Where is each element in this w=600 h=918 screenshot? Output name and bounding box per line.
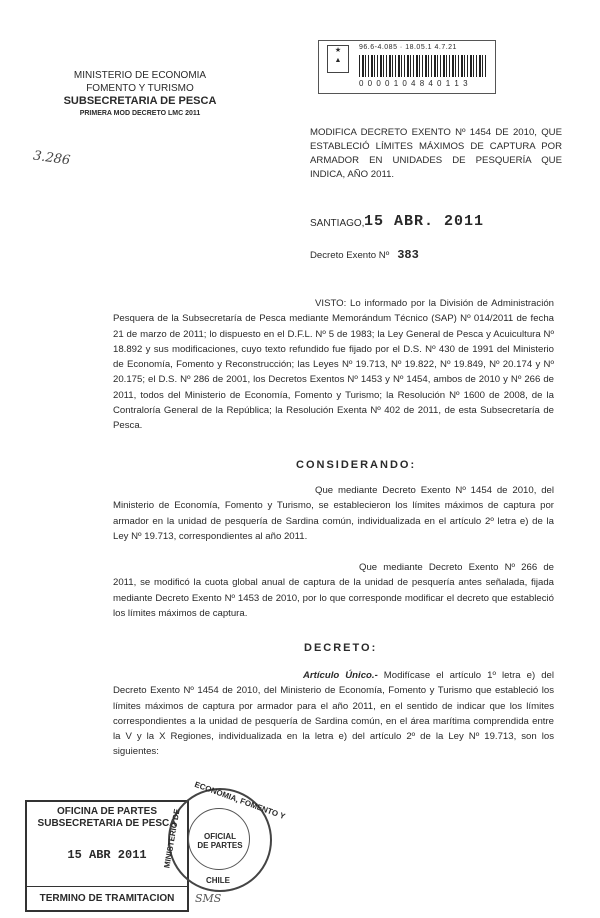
chile-emblem-icon: ★ ▲ [327,45,349,73]
articulo-text: Modifícase el artículo 1º letra e) del Decreto Exento Nº 1454 de 2010, del Ministerio de Economía, Fomento y Turismo que estableció los límites máximos de captura por armador para el año 2011, en el sentido de indicar que los límites correspondientes a la unidad de pesquería de Sardina común, en el área marítima comprendida entre la V y la X Regiones, individualizada en la letra e) del artículo 2º de la Ley Nº 19.713, son los siguientes: [113,670,554,758]
articulo-unico-paragraph [113,668,554,760]
office-stamp-date: 15 ABR 2011 [67,848,147,862]
office-stamp-line3: TERMINO DE TRAMITACION [27,886,187,904]
seal-left-text: MINISTERIO DE [162,808,182,869]
considerando-heading: CONSIDERANDO: [296,459,417,471]
margin-handwritten-number: 3.286 [32,148,72,169]
decree-number-label: Decreto Exento Nº [310,250,390,261]
ministry-line4: PRIMERA MOD DECRETO LMC 2011 [79,109,201,117]
ministry-header [60,70,220,120]
visto-paragraph: VISTO: Lo informado por la División de Administración Pesquera de la Subsecretaría de Pesca mediante Memorándum Técnico (SAP) Nº 014/2011 de fecha 21 de marzo de 2011; lo dispuesto en el D.F.L. Nº 5 de 1983; la Ley General de Pesca y Acuicultura Nº 18.892 y sus modificaciones, cuyo texto refundido fue fijado por el D.S. Nº 430 de 1991 del Ministerio de Economía, Fomento y Reconstrucción; las Leyes Nº 19.713, Nº 19.822, Nº 19.849, Nº 20.174 y Nº 20.175; el D.S. Nº 286 de 2001, los Decretos Exentos Nº 1453 y Nº 1454, ambos de 2010 y Nº 266 de 2011, todos del Ministerio de Economía, Fomento y Turismo; la Resolución Nº 1600 de 2008, de la Contraloría General de la República; la Resolución Exenta Nº 402 de 2011, de esta Subsecretaría de Pesca. [113,298,554,432]
considerando-paragraph-1: Que mediante Decreto Exento Nº 1454 de 2010, del Ministerio de Economía, Fomento y Turismo, se establecieron los límites máximos de captura por armador en la unidad de pesquería de Sardina común, individualizada en el artículo 2º letra e) de la Ley Nº 19.713, correspondientes al año 2011. [113,485,554,542]
place-label: SANTIAGO, [310,218,365,229]
barcode-bars [359,55,487,77]
office-stamp-line2: SUBSECRETARIA DE PESCA [37,818,177,829]
official-seal [162,779,287,892]
office-stamp-header [27,806,187,830]
decreto-heading: DECRETO: [304,642,378,654]
barcode-ref: 96.6-4.085 · 18.05.1 4.7.21 [359,44,457,51]
decree-number: 383 [397,248,419,262]
seal-center-line1: OFICIAL [204,832,236,841]
office-stamp-line1: OFICINA DE PARTES [56,806,157,817]
ministry-line2: FOMENTO Y TURISMO [86,82,194,94]
seal-center-line2: DE PARTES [197,841,243,850]
handwritten-signature: SMS [195,892,222,905]
articulo-lead: Artículo Único.- [303,670,378,681]
decree-date: 15 ABR. 2011 [364,213,485,230]
seal-top-text: ECONOMIA, FOMENTO Y [193,779,287,822]
ministry-line1: MINISTERIO DE ECONOMIA [73,70,207,81]
seal-bottom-text: CHILE [206,876,230,885]
seal-center [188,832,252,850]
barcode-number: 0 0 0 0 1 0 4 8 4 0 1 1 3 [359,79,469,88]
considerando-paragraph-2: Que mediante Decreto Exento Nº 266 de 2011, se modificó la cuota global anual de captura de la unidad de pesquería antes señalada, fijada mediante Decreto Exento Nº 1453 de 2010, por lo que corresponde modificar el decreto que estableció los límites máximos de captura. [113,562,554,619]
ministry-line3: SUBSECRETARIA DE PESCA [63,95,217,107]
decree-number-line [310,248,419,262]
decree-title: MODIFICA DECRETO EXENTO Nº 1454 DE 2010, QUE ESTABLECIÓ LÍMITES MÁXIMOS DE CAPTURA POR ARMADOR EN UNIDADES DE PESQUERÍA QUE INDICA, AÑO 2011. [310,127,562,180]
barcode-stamp [318,40,496,94]
